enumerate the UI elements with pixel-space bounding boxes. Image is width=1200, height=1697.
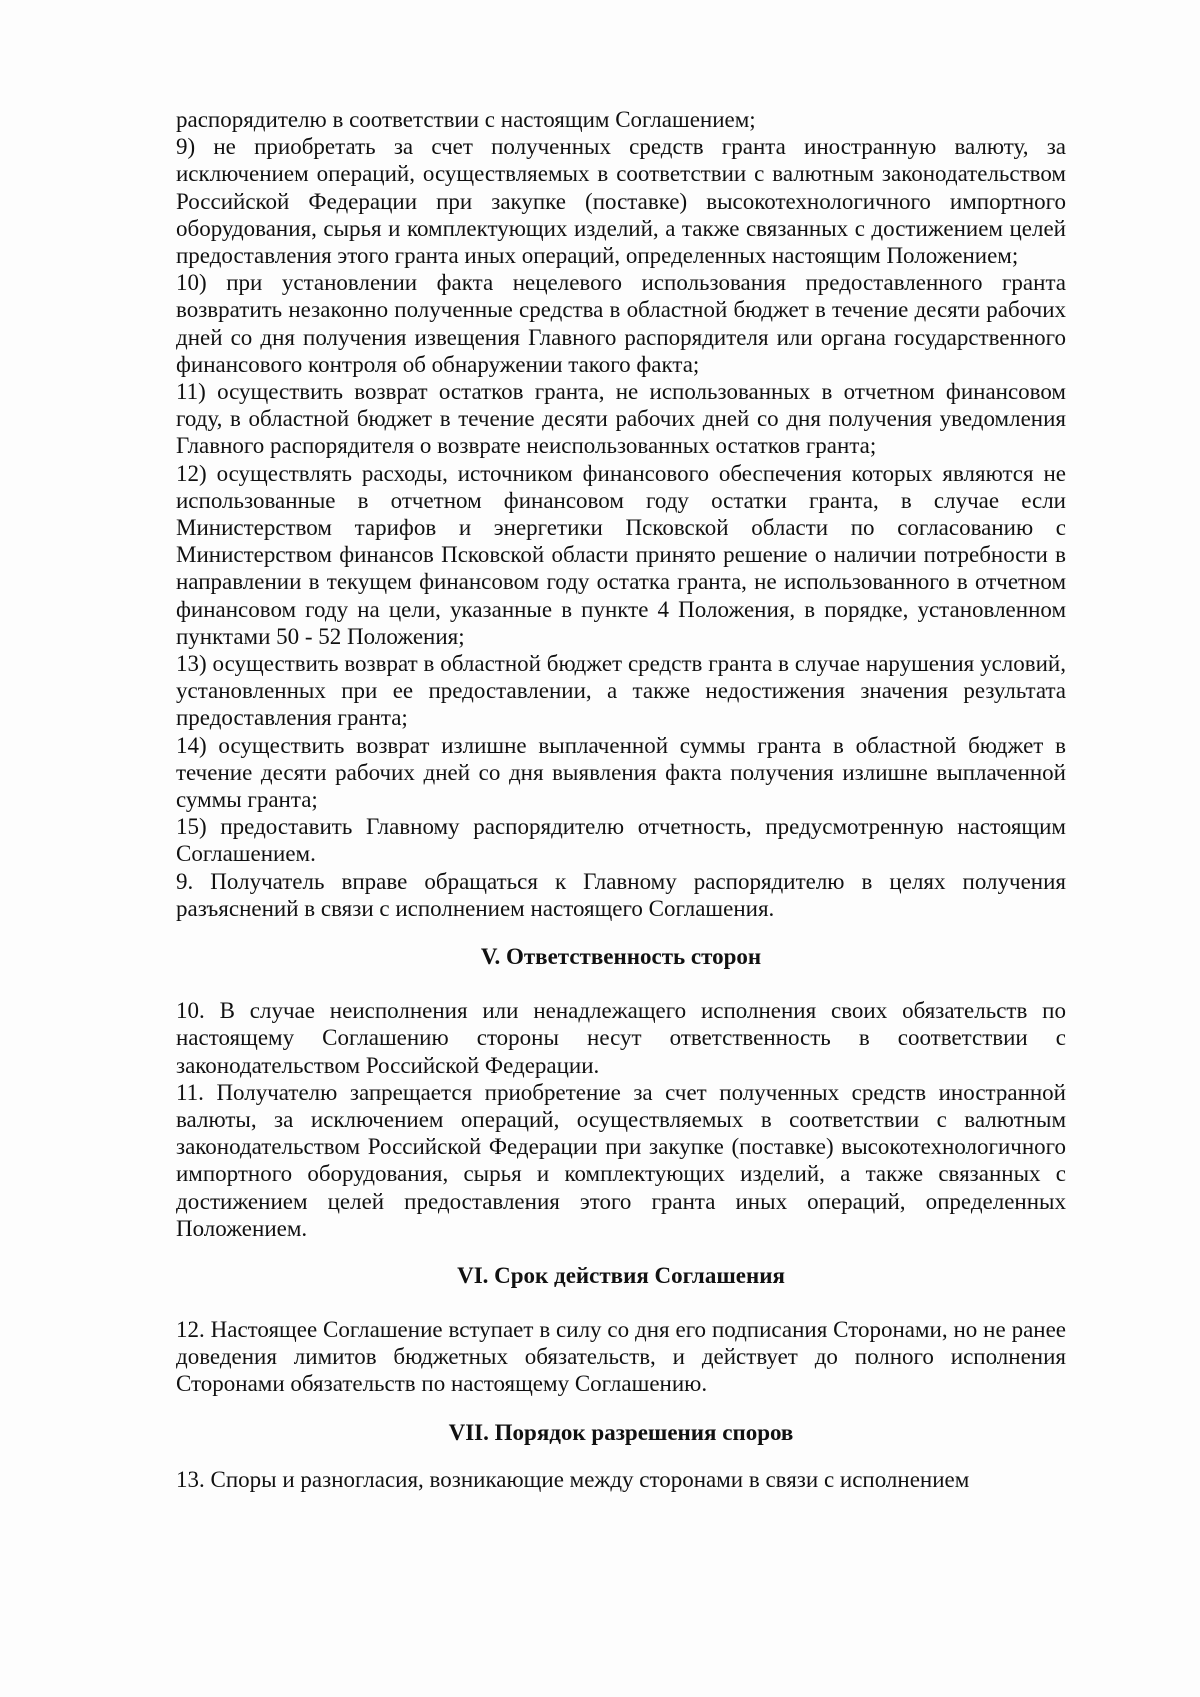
section-heading-7: VII. Порядок разрешения споров (448, 1419, 794, 1445)
paragraph-item-10: 10) при установлении факта нецелевого использования предоставленного гранта возвратить незаконно полученные средства в областной бюджет в течение десяти рабочих дней со дня получения извещения Главного распорядителя или органа государственного финансового контроля об обнаружении такого факта; (176, 270, 1066, 377)
paragraph-clause-9: 9. Получатель вправе обращаться к Главному распорядителю в целях получения разъяснений в связи с исполнением настоящего Соглашения. (176, 868, 1066, 921)
paragraph-clause-10: 10. В случае неисполнения или ненадлежащего исполнения своих обязательств по настоящему Соглашению стороны несут ответственность в соответствии с законодательством Российской Федерации. (176, 998, 1066, 1078)
document-body (176, 106, 1066, 1493)
paragraph-item-9: 9) не приобретать за счет полученных средств гранта иностранную валюту, за исключением операций, осуществляемых в соответствии с валютным законодательством Российской Федерации при закупке (поставке) высокотехнологичного импортного оборудования, сырья и комплектующих изделий, а также связанных с достижением целей предоставления этого гранта иных операций, определенных настоящим Положением; (176, 134, 1066, 269)
paragraph-item-14: 14) осуществить возврат излишне выплаченной суммы гранта в областной бюджет в течение десяти рабочих дней со дня выявления факта получения излишне выплаченной суммы гранта; (176, 732, 1066, 813)
paragraph-clause-11: 11. Получателю запрещается приобретение за счет полученных средств иностранной валюты, за исключением операций, осуществляемых в соответствии с валютным законодательством Российской Федерации при закупке (поставке) высокотехнологичного импортного оборудования, сырья и комплектующих изделий, а также связанных с достижением целей предоставления этого гранта иных операций, определенных Положением. (176, 1079, 1066, 1241)
section-heading-5: V. Ответственность сторон (480, 944, 762, 970)
section-heading-6: VI. Срок действия Соглашения (457, 1262, 785, 1288)
paragraph-item-13: 13) осуществить возврат в областной бюджет средств гранта в случае нарушения условий, установленных при ее предоставлении, а также недостижения значения результата предоставления гранта; (176, 651, 1066, 731)
paragraph-item-15: 15) предоставить Главному распорядителю отчетность, предусмотренную настоящим Соглашением. (176, 814, 1066, 867)
paragraph-clause-12: 12. Настоящее Соглашение вступает в силу со дня его подписания Сторонами, но не ранее доведения лимитов бюджетных обязательств, и действует до полного исполнения Сторонами обязательств по настоящему Соглашению. (176, 1316, 1066, 1397)
paragraph-item-12: 12) осуществлять расходы, источником финансового обеспечения которых являются не использованные в отчетном финансовом году остатки гранта, в случае если Министерством тарифов и энергетики Псковской области по согласованию с Министерством финансов Псковской области принято решение о наличии потребности в направлении в текущем финансовом году остатка гранта, не использованного в отчетном финансовом году на цели, указанные в пункте 4 Положения, в порядке, установленном пунктами 50 - 52 Положения; (176, 460, 1066, 649)
paragraph-continuation: распорядителю в соответствии с настоящим Соглашением; (176, 107, 756, 132)
paragraph-clause-13: 13. Споры и разногласия, возникающие между сторонами в связи с исполнением (176, 1466, 970, 1492)
paragraph-item-11: 11) осуществить возврат остатков гранта, не использованных в отчетном финансовом году, в областной бюджет в течение десяти рабочих дней со дня получения уведомления Главного распорядителя о возврате неиспользованных остатков гранта; (176, 379, 1066, 459)
